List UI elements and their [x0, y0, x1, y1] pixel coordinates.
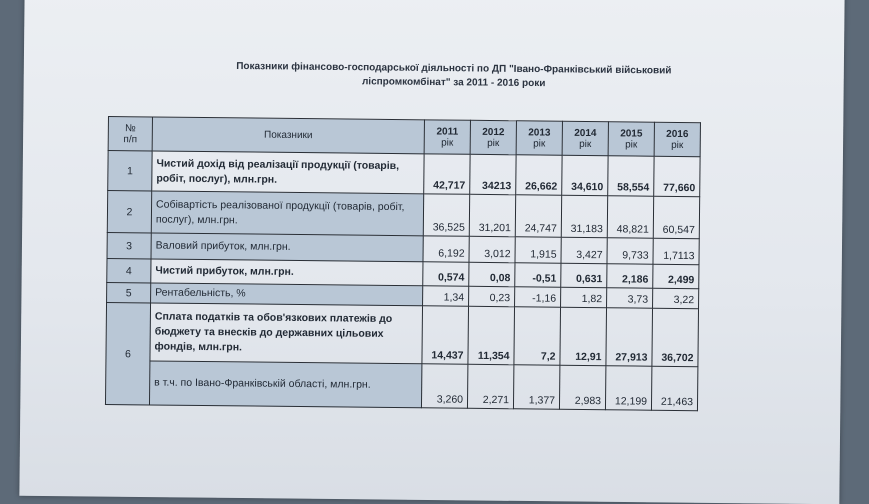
row-value: 3,22 — [653, 288, 699, 308]
table-row — [105, 360, 697, 410]
row-value: -0,51 — [515, 263, 561, 287]
row-value: 0,23 — [469, 286, 515, 306]
row-value: 3,73 — [607, 288, 653, 308]
row-value: 0,574 — [423, 262, 469, 286]
row-label: Сплата податків та обов'язкових платежів до бюджету та внесків до державних цільових фондів, млн.грн. — [150, 303, 423, 364]
header-year-2014: 2014 рік — [562, 121, 608, 155]
row-value: 48,821 — [607, 196, 653, 238]
row-value: 1,82 — [561, 287, 607, 307]
row-value: 0,08 — [469, 262, 515, 286]
title-line-1: Показники фінансово-господарської діяльності по ДП "Івано-Франківський військовий — [236, 60, 672, 77]
row-label: Чистий дохід від реалізації продукції (товарів, робіт, послуг), млн.грн. — [152, 151, 424, 194]
row-value: 2,271 — [467, 364, 513, 408]
row-index: 1 — [108, 151, 152, 191]
row-label: Чистий прибуток, млн.грн. — [151, 259, 423, 286]
header-year-2015: 2015 рік — [608, 122, 654, 156]
row-value: 36,702 — [652, 308, 699, 366]
row-index: 3 — [107, 232, 151, 258]
row-index: 6 — [105, 302, 150, 404]
row-value: 58,554 — [608, 156, 654, 196]
header-year-2012: 2012 рік — [470, 120, 516, 154]
row-value: 36,525 — [423, 194, 469, 236]
row-label: Рентабельність, % — [151, 283, 423, 306]
row-value: 27,913 — [606, 308, 653, 366]
row-value: 0,631 — [561, 263, 607, 287]
row-value: 14,437 — [422, 306, 469, 364]
row-value: 1,915 — [515, 237, 561, 263]
row-value: 3,012 — [469, 236, 515, 262]
financial-indicators-table — [105, 116, 701, 411]
row-value: 26,662 — [516, 155, 562, 195]
table-row — [106, 302, 699, 366]
header-indicators: Показники — [152, 117, 424, 154]
table-row — [108, 151, 700, 197]
row-value: 12,199 — [605, 366, 651, 410]
header-number: № п/п — [108, 117, 152, 151]
row-index: 5 — [107, 282, 151, 302]
row-value: 9,733 — [607, 238, 653, 264]
row-value: 34213 — [470, 154, 516, 194]
row-value: 1,34 — [423, 286, 469, 306]
row-value: 31,183 — [561, 195, 607, 237]
row-label: Собівартість реалізованої продукції (товарів, робіт, послуг), млн.грн. — [151, 191, 423, 236]
title-line-2: ліспромкомбінат" за 2011 - 2016 роки — [361, 76, 546, 90]
header-year-2013: 2013 рік — [516, 121, 562, 155]
row-value: 77,660 — [654, 156, 700, 196]
table-row — [107, 191, 699, 239]
row-index: 4 — [107, 258, 151, 282]
row-value: 2,499 — [653, 264, 699, 288]
row-value: 11,354 — [468, 306, 515, 364]
row-value: 1,377 — [513, 365, 559, 409]
row-value: 60,547 — [653, 196, 699, 238]
row-value: 21,463 — [651, 366, 697, 410]
row-value: 2,186 — [607, 264, 653, 288]
row-value: -1,16 — [515, 287, 561, 307]
row-value: 34,610 — [562, 155, 608, 195]
header-year-2016: 2016 рік — [654, 122, 700, 156]
row-value: 1,7113 — [653, 238, 699, 264]
header-year-2011: 2011 рік — [424, 120, 470, 154]
row-value: 42,717 — [424, 154, 470, 194]
row-value: 3,427 — [561, 237, 607, 263]
document-title — [174, 59, 734, 93]
row-label: в т.ч. по Івано-Франківській області, млн.грн. — [149, 361, 421, 408]
row-value: 2,983 — [559, 365, 605, 409]
row-value: 31,201 — [469, 194, 515, 236]
row-value: 24,747 — [515, 195, 561, 237]
row-value: 3,260 — [421, 364, 467, 408]
row-value: 7,2 — [514, 307, 561, 365]
row-value: 12,91 — [560, 307, 607, 365]
row-label: Валовий прибуток, млн.грн. — [151, 233, 423, 262]
row-index: 2 — [107, 191, 151, 233]
row-value: 6,192 — [423, 236, 469, 262]
